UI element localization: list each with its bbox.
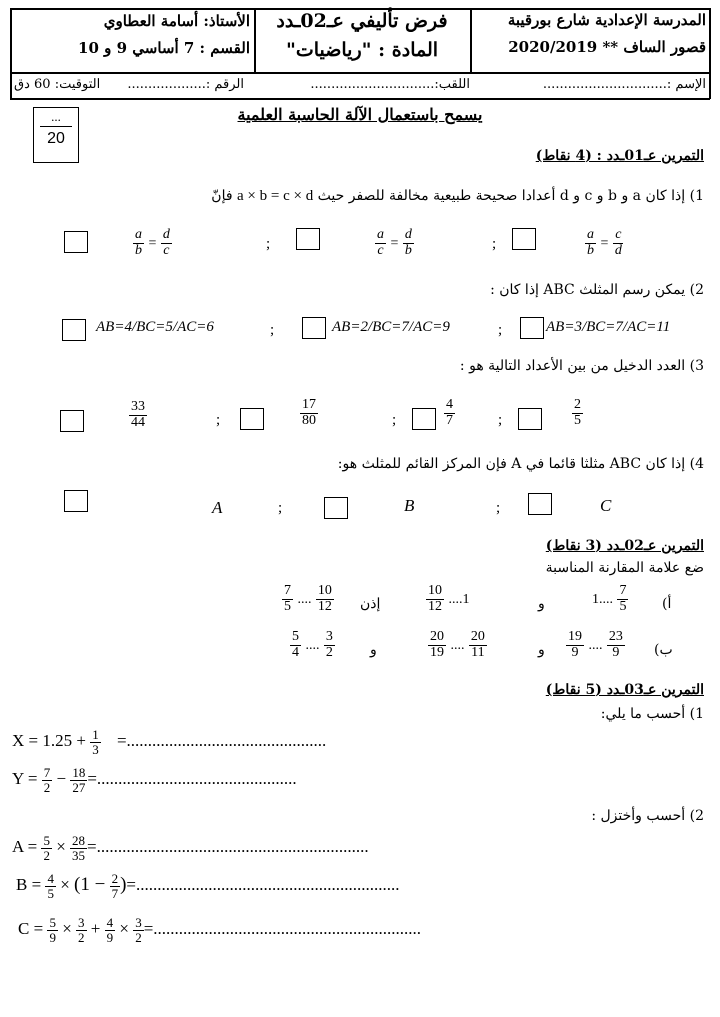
frac-num: 10 xyxy=(317,583,332,598)
ex1-q4-opt1: A xyxy=(212,498,223,517)
ex2-a-part3 xyxy=(282,584,334,614)
frac-den: 12 xyxy=(317,598,332,614)
plus-sign: + xyxy=(90,919,101,939)
frac-den: 11 xyxy=(471,644,485,660)
frac-den: 7 xyxy=(446,412,453,428)
ex1-q2-opt3-checkbox[interactable] xyxy=(520,317,544,339)
frac-den: 2 xyxy=(325,644,333,660)
ex3-C xyxy=(18,916,421,944)
ex1-q1-opt2 xyxy=(375,228,414,258)
number-one: 1 xyxy=(462,592,470,608)
blank-dots: .... xyxy=(297,592,312,608)
separator: ; xyxy=(266,236,271,252)
score-obtained: ... xyxy=(51,109,61,124)
frac-num: 17 xyxy=(302,397,316,412)
header-border-middle xyxy=(10,72,710,74)
answer-dots: =.............................................................. xyxy=(126,875,400,895)
ex2-b-label: ب) xyxy=(654,642,673,658)
ex2-then: إذن xyxy=(360,596,381,612)
frac-num: 7 xyxy=(284,583,291,598)
ex3-Y xyxy=(12,766,297,794)
ex3-q1: 1) أحسب ما يلي: xyxy=(600,706,704,722)
frac-num: 20 xyxy=(430,629,444,644)
separator: ; xyxy=(498,322,503,338)
frac-num: a xyxy=(587,227,594,242)
ex2-instruction: ضع علامة المقارنة المناسبة xyxy=(545,560,704,576)
equals-sign: = xyxy=(148,236,157,252)
frac-num: 5 xyxy=(292,629,299,644)
equals-sign: = xyxy=(600,236,609,252)
answer-dots: =................................................................ xyxy=(87,837,369,857)
ex1-q4-text: 4) إذا كان ABC مثلثا قائما في A فإن المركز القائم للمثلث هو: xyxy=(337,456,704,472)
frac-num: 3 xyxy=(135,915,142,930)
teacher-name: الأستاذ: أسامة العطاوي xyxy=(103,12,250,30)
frac-den: d xyxy=(614,242,622,258)
number-label: الرقم : xyxy=(205,77,244,92)
frac-den: 9 xyxy=(106,929,114,945)
expr-lhs: B = xyxy=(16,875,42,895)
separator: ; xyxy=(278,500,283,516)
ex3-X xyxy=(12,728,326,756)
ex1-q1-statement: 1) إذا كان a و b و c و d أعدادا صحيحة طبيعية مخالفة للصفر حيث xyxy=(317,188,704,204)
frac-den: b xyxy=(404,242,412,258)
frac-den: b xyxy=(587,242,594,258)
ex1-q1-condition: a × b = c × d xyxy=(237,188,314,204)
surname-dots: .............................. xyxy=(310,77,435,92)
frac-den: 27 xyxy=(72,779,86,795)
frac-den: 2 xyxy=(135,929,142,945)
frac-den: c xyxy=(377,242,384,258)
ex3-B xyxy=(16,872,400,900)
ex1-q4-opt3: C xyxy=(600,496,612,515)
frac-num: d xyxy=(162,227,170,242)
ex1-q3-opt3-checkbox[interactable] xyxy=(412,408,436,430)
ex1-q3-opt4-checkbox[interactable] xyxy=(518,408,542,430)
separator: ; xyxy=(498,412,503,428)
number-one: 1 xyxy=(592,592,599,608)
ex1-q1-text xyxy=(211,188,704,205)
ex1-q2-text: 2) يمكن رسم المثلث ABC إذا كان : xyxy=(490,282,704,298)
class-level: القسم : 7 أساسي 9 و 10 xyxy=(78,39,250,57)
ex1-q1-opt3 xyxy=(585,228,624,258)
score-box xyxy=(33,107,79,163)
times-sign: × xyxy=(119,919,129,939)
frac-den: 9 xyxy=(612,644,620,660)
frac-den: 5 xyxy=(619,598,627,614)
ex2-title: التمرين عـ02ـدد (3 نقاط) xyxy=(545,538,704,554)
header-border-right xyxy=(709,8,711,99)
frac-num: 2 xyxy=(574,397,581,412)
frac-den: 19 xyxy=(430,644,444,660)
ex3-q2: 2) أحسب وأختزل : xyxy=(591,808,704,824)
subject: المادة : "رياضيات" xyxy=(285,39,439,61)
open-paren-expr: (1 − xyxy=(74,874,106,896)
ex1-q2-opt2: AB=2/BC=7/AC=9 xyxy=(332,319,450,335)
frac-num: a xyxy=(135,227,142,242)
ex2-and: و xyxy=(538,596,545,612)
ex1-q2-opt1: AB=4/BC=5/AC=6 xyxy=(96,319,214,335)
student-surname-field[interactable] xyxy=(310,77,470,92)
frac-den: 7 xyxy=(111,885,119,901)
frac-den: 5 xyxy=(284,598,291,614)
ex1-title: التمرين عـ01ـدد : (4 نقاط) xyxy=(535,148,704,164)
expr-lhs: C = xyxy=(18,919,44,939)
blank-dots: .... xyxy=(448,592,463,608)
ex2-b-part3 xyxy=(290,630,335,660)
frac-num: 3 xyxy=(78,915,85,930)
separator: ; xyxy=(496,500,501,516)
frac-num: 10 xyxy=(428,583,442,598)
header-divider-1 xyxy=(254,8,256,73)
frac-num: a xyxy=(377,227,384,242)
answer-dots: =............................................... xyxy=(87,769,297,789)
ex1-q3-opt2-checkbox[interactable] xyxy=(240,408,264,430)
frac-num: 3 xyxy=(325,629,333,644)
frac-den: 5 xyxy=(47,885,54,901)
ex2-a-part2 xyxy=(426,584,469,614)
ex3-title: التمرين عـ03ـدد (5 نقاط) xyxy=(545,682,704,698)
separator: ; xyxy=(270,322,275,338)
ex1-q2-opt3: AB=3/BC=7/AC=11 xyxy=(546,319,671,335)
ex1-q3-opt1 xyxy=(129,400,147,430)
frac-den: 12 xyxy=(428,598,442,614)
ex1-q3-opt4 xyxy=(572,398,583,428)
frac-num: 18 xyxy=(72,765,86,780)
number-dots: ................... xyxy=(127,77,206,92)
frac-den: 3 xyxy=(92,741,99,757)
expr-lhs: A = xyxy=(12,837,38,857)
frac-den: 4 xyxy=(292,644,299,660)
ex1-q1-suffix: فإنّ xyxy=(211,188,233,204)
frac-num: 4 xyxy=(446,397,453,412)
ex2-a-part1 xyxy=(592,584,628,614)
header-border-left xyxy=(10,8,12,99)
ex1-q2-opt1-checkbox[interactable] xyxy=(62,319,86,341)
frac-den: 2 xyxy=(43,847,50,863)
location-year: قصور الساف ** 2020/2019 xyxy=(508,38,706,56)
frac-num: 1 xyxy=(92,727,99,742)
frac-num: 33 xyxy=(131,399,145,414)
answer-dots: =............................................................... xyxy=(143,919,422,939)
frac-den: 9 xyxy=(571,644,579,660)
score-total: 20 xyxy=(47,130,65,147)
frac-num: 5 xyxy=(49,915,56,930)
ex1-q1-opt1-checkbox[interactable] xyxy=(64,231,88,253)
separator: ; xyxy=(492,236,497,252)
blank-dots: .... xyxy=(305,638,320,654)
frac-num: 4 xyxy=(106,915,114,930)
ex1-q3-opt1-checkbox[interactable] xyxy=(60,410,84,432)
frac-num: 7 xyxy=(43,765,51,780)
frac-num: 2 xyxy=(111,871,119,886)
frac-den: 80 xyxy=(302,412,316,428)
frac-num: 20 xyxy=(470,629,485,644)
frac-den: 2 xyxy=(78,929,85,945)
expr-lhs: Y = xyxy=(12,769,38,789)
ex2-and: و xyxy=(370,642,377,658)
calculator-notice: يسمح باستعمال الآلة الحاسبة العلمية xyxy=(237,105,483,124)
frac-num: 28 xyxy=(72,833,86,848)
frac-den: 5 xyxy=(574,412,581,428)
frac-num: c xyxy=(615,227,622,242)
frac-num: d xyxy=(404,227,412,242)
minus-sign: − xyxy=(56,769,67,789)
ex2-and: و xyxy=(538,642,545,658)
surname-label: اللقب: xyxy=(434,77,470,92)
header-divider-2 xyxy=(470,8,472,73)
ex1-q4-opt1-checkbox[interactable] xyxy=(64,490,88,512)
separator: ; xyxy=(216,412,221,428)
school-name: المدرسة الإعدادية شارع بورقيبة xyxy=(507,11,706,29)
ex1-q1-opt2-checkbox[interactable] xyxy=(296,228,320,250)
frac-num: 23 xyxy=(608,629,623,644)
frac-den: c xyxy=(163,242,170,258)
times-sign: × xyxy=(60,875,70,895)
frac-den: b xyxy=(135,242,142,258)
timing: التوقيت: 60 دق xyxy=(14,77,101,92)
ex1-q3-text: 3) العدد الدخيل من بين الأعداد التالية هو : xyxy=(459,358,704,374)
frac-num: 7 xyxy=(619,583,627,598)
student-number-field[interactable] xyxy=(127,77,244,92)
equals-sign: = xyxy=(390,236,399,252)
ex2-b-part2 xyxy=(428,630,487,660)
answer-dots: =............................................... xyxy=(116,731,327,751)
separator: ; xyxy=(392,412,397,428)
frac-den: 2 xyxy=(43,779,51,795)
blank-dots: .... xyxy=(588,638,603,654)
blank-dots: .... xyxy=(599,592,613,608)
ex1-q4-opt2-checkbox[interactable] xyxy=(324,497,348,519)
ex1-q1-opt1 xyxy=(133,228,172,258)
name-dots: .............................. xyxy=(542,77,667,92)
ex1-q2-opt2-checkbox[interactable] xyxy=(302,317,326,339)
ex1-q4-opt2: B xyxy=(404,496,415,515)
frac-num: 19 xyxy=(568,629,582,644)
ex1-q1-opt3-checkbox[interactable] xyxy=(512,228,536,250)
student-name-field[interactable] xyxy=(543,77,706,92)
ex3-A xyxy=(12,834,369,862)
frac-num: 5 xyxy=(43,833,50,848)
exam-title: فرض تأليفي عـ02ـدد xyxy=(276,10,448,32)
name-label: الإسم : xyxy=(666,77,706,92)
expr-lhs: X = 1.25 + xyxy=(12,731,86,751)
ex1-q4-opt3-checkbox[interactable] xyxy=(528,493,552,515)
ex1-q3-opt3 xyxy=(444,398,455,428)
ex1-q3-opt2 xyxy=(300,398,318,428)
times-sign: × xyxy=(62,919,72,939)
frac-num: 4 xyxy=(47,871,54,886)
blank-dots: .... xyxy=(450,638,465,654)
times-sign: × xyxy=(56,837,66,857)
frac-den: 44 xyxy=(131,414,145,430)
frac-den: 9 xyxy=(49,929,56,945)
header-border-bottom xyxy=(10,98,710,100)
frac-den: 35 xyxy=(72,847,86,863)
close-paren: ) xyxy=(120,874,127,896)
ex2-a-label: أ) xyxy=(662,596,672,612)
ex2-b-part1 xyxy=(566,630,625,660)
